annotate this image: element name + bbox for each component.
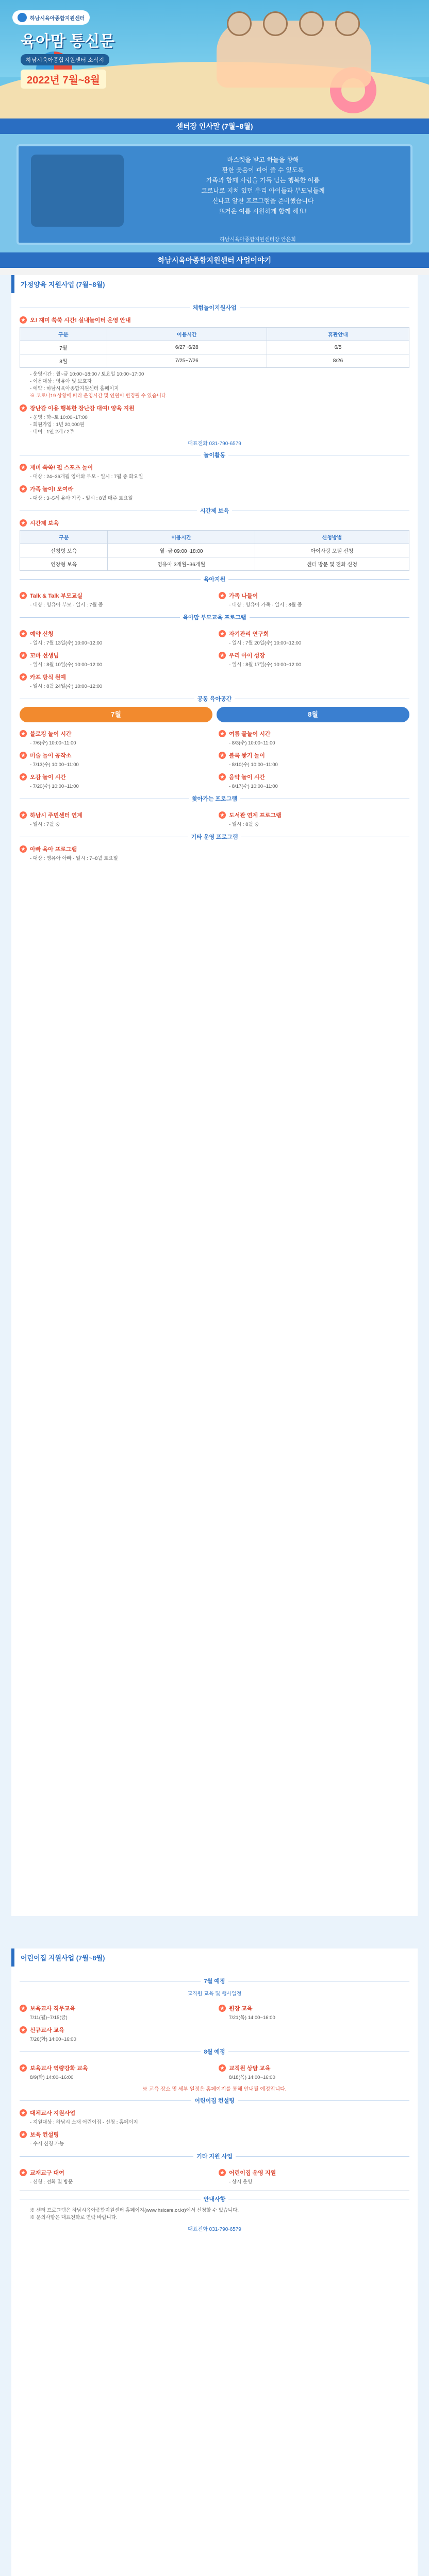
- parent-item-title: Talk & Talk 부모교실: [30, 593, 83, 599]
- edu-item-desc: 7/26(화) 14:00~16:00: [30, 2037, 76, 2042]
- star-icon: ★: [20, 2005, 27, 2012]
- star-icon: ★: [20, 811, 27, 819]
- table-row: [20, 557, 409, 571]
- play-subheader: 놀이활동: [20, 451, 409, 459]
- baby-item-title: 블록 쌓기 놀이: [229, 753, 265, 759]
- notice-line: ※ 센터 프로그램은 하남시육아종합지원센터 홈페이지(www.hsicare.or.kr)에서 신청할 수 있습니다.: [30, 2208, 239, 2213]
- month7-subheader: 7월 예정: [20, 1977, 409, 1985]
- visit-item-desc: - 일시 : 7월 중: [30, 822, 60, 827]
- star-icon: ★: [219, 630, 226, 637]
- notice-line: ※ 문의사항은 대표전화로 연락 바랍니다.: [30, 2215, 118, 2221]
- lecture-item-desc: - 일시 : 8월 17일(수) 10:00~12:00: [229, 662, 302, 668]
- toy-desc: [20, 414, 409, 436]
- baby-item-desc: - 8/3(수) 10:00~11:00: [229, 740, 275, 746]
- table-cell: 8/26: [267, 354, 409, 368]
- baby-subheader: 공동 육아공간: [20, 694, 409, 703]
- experience-item: [20, 316, 409, 324]
- visit-item-desc: - 일시 : 8월 중: [229, 822, 259, 827]
- extra-subheader: 기타 운영 프로그램: [20, 833, 409, 841]
- hero-subtitle: 하남시육아종합지원센터 소식지: [21, 54, 109, 65]
- center-extra-title: 어린이집 운영 지원: [229, 2170, 276, 2176]
- star-icon: ★: [20, 464, 27, 471]
- edu-item-title: 보육교사 역량강화 교육: [30, 2065, 88, 2072]
- center-extra-desc: - 신청 : 전화 및 방문: [30, 2179, 73, 2185]
- greeting-line: 환한 웃음이 피어 줄 수 있도록: [222, 166, 304, 174]
- desc-line: - 이용대상 : 영유아 및 보호자: [30, 379, 92, 384]
- star-icon: ★: [219, 811, 226, 819]
- table-cell: 7/25~7/26: [107, 354, 267, 368]
- star-icon: ★: [20, 752, 27, 759]
- table-header: 구분: [20, 531, 108, 544]
- edu-item-title: 원장 교육: [229, 2006, 253, 2012]
- parent-subheader: 육아지원: [20, 575, 409, 583]
- baby-item-desc: - 8/17(수) 10:00~11:00: [229, 784, 278, 789]
- star-icon: ★: [219, 592, 226, 599]
- table-cell: 6/5: [267, 341, 409, 354]
- star-icon: ★: [20, 730, 27, 737]
- consult-item-desc: - 지원대상 : 하남시 소재 어린이집 - 신청 : 홈페이지: [30, 2120, 138, 2125]
- lecture-items-row1: [20, 625, 409, 647]
- extra-item-title: 아빠 육아 프로그램: [30, 846, 77, 853]
- star-icon: ★: [20, 485, 27, 493]
- lecture-item-title: 우리 아이 성장: [229, 653, 265, 659]
- table-cell: 영유아 3개월~36개월: [108, 557, 255, 571]
- experience-desc: [20, 371, 409, 400]
- edu-item-desc: 7/11(월)~7/15(금): [30, 2015, 68, 2021]
- hero-period: 2022년 7월~8월: [21, 70, 106, 89]
- star-icon: ★: [20, 652, 27, 659]
- edu7-items: [20, 2000, 409, 2022]
- tab-july[interactable]: 7월: [20, 707, 212, 722]
- experience-table: [20, 327, 409, 368]
- desc-line: - 대여 : 1인 2개 / 2주: [30, 429, 75, 435]
- desc-line: - 운영시간 : 월~금 10:00~18:00 / 토요일 10:00~17:00: [30, 371, 144, 377]
- parent-item-title: 가족 나들이: [229, 593, 258, 599]
- center-extra-title: 교재교구 대여: [30, 2170, 64, 2176]
- star-icon: ★: [20, 773, 27, 781]
- table-cell: 아이사랑 포털 신청: [255, 544, 409, 557]
- parent-item-desc: - 대상 : 영유아 부모 - 일시 : 7월 중: [30, 602, 103, 608]
- center-extra-items: [20, 2164, 409, 2186]
- tab-august[interactable]: 8월: [217, 707, 409, 722]
- table-header: 구분: [20, 328, 107, 341]
- parent-support-panel: [11, 293, 418, 1916]
- play-item-title: 가족 놀이! 모여라: [30, 486, 74, 493]
- baby-item-title: 음악 놀이 시간: [229, 774, 265, 781]
- table-cell: 7월: [20, 341, 107, 354]
- edu-item-desc: 7/21(목) 14:00~16:00: [229, 2015, 275, 2021]
- toy-contact: 대표전화 031-790-6579: [188, 441, 241, 447]
- desc-line: - 운영 : 화~토 10:00~17:00: [30, 415, 88, 420]
- edu-head: 교직원 교육 및 행사일정: [187, 1991, 242, 1997]
- programs-section: [0, 275, 429, 1939]
- table-cell: 선청형 보육: [20, 544, 108, 557]
- parent-support-title: 가정양육 지원사업 (7월~8월): [11, 275, 418, 293]
- consult-subheader: 어린이집 컨설팅: [20, 2096, 409, 2105]
- star-icon: ★: [219, 2005, 226, 2012]
- play-item-desc: - 대상 : 3~5세 유아 가족 - 일시 : 8월 매주 토요일: [30, 496, 133, 501]
- baby-item-title: 블로킹 놀이 시간: [30, 731, 72, 737]
- baby-item-title: 여름 물놀이 시간: [229, 731, 271, 737]
- children-illustration: [217, 21, 371, 88]
- baby-item-title: 오감 놀이 시간: [30, 774, 66, 781]
- star-icon: ★: [20, 592, 27, 599]
- star-icon: ★: [219, 2169, 226, 2176]
- greeting-line: 코로나로 지쳐 있던 우리 아이들과 부모님들께: [201, 187, 325, 194]
- baby-item-desc: - 7/20(수) 10:00~11:00: [30, 784, 79, 789]
- counsel-table: [20, 530, 409, 571]
- star-icon: ★: [20, 316, 27, 324]
- divider: [20, 2190, 409, 2191]
- lecture-item-title: 꼬마 선생님: [30, 653, 59, 659]
- parent-item-desc: - 대상 : 영유아 가족 - 일시 : 8월 중: [229, 602, 302, 608]
- table-cell: 센터 방문 및 전화 신청: [255, 557, 409, 571]
- star-icon: ★: [219, 2064, 226, 2072]
- lecture-subheader: 육아맘 부모교육 프로그램: [20, 613, 409, 621]
- consult-item-title: 대체교사 지원사업: [30, 2110, 76, 2116]
- greeting-line: 신나고 알찬 프로그램을 준비했습니다: [212, 197, 314, 205]
- consult-item-desc: - 수시 신청 가능: [30, 2141, 64, 2147]
- desc-line: - 회원가입 : 1년 20,000원: [30, 422, 85, 428]
- lecture-item-title: 예약 신청: [30, 631, 54, 637]
- visit-item-title: 도서관 연계 프로그램: [229, 812, 282, 819]
- table-row: [20, 544, 409, 557]
- star-icon: ★: [20, 2026, 27, 2033]
- greeting-header: 센터장 인사말 (7월~8월): [0, 118, 429, 134]
- edu-item-desc: 8/18(목) 14:00~16:00: [229, 2075, 275, 2080]
- chalkboard-illustration: [31, 155, 124, 227]
- table-header: 이용시간: [108, 531, 255, 544]
- edu-item-title: 보육교사 직무교육: [30, 2006, 76, 2012]
- greeting-line: 바스켓을 받고 하늘을 향해: [227, 156, 299, 163]
- hero-title-block: [21, 28, 206, 89]
- edu-item-desc: 8/9(화) 14:00~16:00: [30, 2075, 74, 2080]
- lecture-item-desc: - 일시 : 7월 13일(수) 10:00~12:00: [30, 640, 103, 646]
- table-cell: 연장형 보육: [20, 557, 108, 571]
- table-header: 이용시간: [107, 328, 267, 341]
- greeting-signature: 하남시육아종합지원센터장 안윤희: [220, 237, 296, 243]
- august-column: [219, 725, 409, 790]
- programs-header: 하남시육아종합지원센터 사업이야기: [0, 252, 429, 268]
- center-support-title: 어린이집 지원사업 (7월~8월): [11, 1948, 418, 1967]
- center-extra-desc: - 상시 운영: [229, 2179, 253, 2185]
- toy-item: [20, 404, 409, 412]
- logo-icon: [18, 13, 27, 22]
- month8-subheader: 8월 예정: [20, 2047, 409, 2056]
- star-icon: ★: [219, 752, 226, 759]
- experience-item-title: 오! 재미 쑥쑥 시간! 실내놀이터 운영 안내: [30, 317, 131, 324]
- month-tabs: [20, 707, 409, 722]
- experience-subheader: 체험놀이지원사업: [20, 303, 409, 312]
- lecture-item-title: 자기관리 연구회: [229, 631, 269, 637]
- greeting-section: [0, 134, 429, 252]
- greeting-line: 뜨거운 여름 시원하게 함께 해요!: [219, 208, 307, 215]
- center-note: ※ 교육 장소 및 세부 일정은 홈페이지를 통해 안내될 예정입니다.: [142, 2087, 287, 2092]
- center-support-section: [0, 1939, 429, 2576]
- lecture-item-desc: - 일시 : 8월 10일(수) 10:00~12:00: [30, 662, 103, 668]
- notice-lines: [20, 2207, 409, 2222]
- desc-line: - 예약 : 하남시육아종합지원센터 홈페이지: [30, 386, 119, 392]
- star-icon: ★: [20, 630, 27, 637]
- visit-item-title: 하남시 주민센터 연계: [30, 812, 82, 819]
- star-icon: ★: [20, 2109, 27, 2116]
- baby-item-desc: - 8/10(수) 10:00~11:00: [229, 762, 278, 768]
- table-row: [20, 354, 409, 368]
- counsel-item-title: 시간제 보육: [30, 520, 59, 527]
- star-icon: ★: [20, 2064, 27, 2072]
- star-icon: ★: [20, 2169, 27, 2176]
- greeting-text: [144, 155, 382, 232]
- table-cell: 월~금 09:00~18:00: [108, 544, 255, 557]
- center-support-panel: [11, 1967, 418, 2576]
- lecture-items-row2: [20, 647, 409, 669]
- edu-item-title: 교직원 상담 교육: [229, 2065, 271, 2072]
- hero-title: 육아맘 통신문: [21, 33, 115, 50]
- star-icon: ★: [219, 652, 226, 659]
- baby-item-desc: - 7/6(수) 10:00~11:00: [30, 740, 76, 746]
- counsel-item: [20, 519, 409, 527]
- notice-contact: 대표전화 031-790-6579: [188, 2227, 241, 2232]
- visit-items: [20, 807, 409, 828]
- center-extra-subheader: 기타 지원 사업: [20, 2152, 409, 2160]
- table-header: 휴관안내: [267, 328, 409, 341]
- baby-item-desc: - 7/13(수) 10:00~11:00: [30, 762, 79, 768]
- extra-item-desc: - 대상 : 영유아 아빠 - 일시 : 7~8월 토요일: [30, 856, 118, 861]
- baby-item-title: 미술 놀이 공작소: [30, 753, 72, 759]
- star-icon: ★: [219, 730, 226, 737]
- lecture-item-desc: - 일시 : 8월 24일(수) 10:00~12:00: [30, 684, 103, 689]
- star-icon: ★: [20, 845, 27, 853]
- play-item-desc: - 대상 : 24~36개월 영아와 부모 - 일시 : 7월 중 화요일: [30, 474, 143, 480]
- table-cell: 6/27~6/28: [107, 341, 267, 354]
- parent-items: [20, 587, 409, 609]
- org-logo: [12, 10, 90, 25]
- baby-columns: [20, 725, 409, 790]
- star-icon: ★: [20, 519, 27, 527]
- edu8-items: [20, 2060, 409, 2081]
- counsel-subheader: 시간제 보육: [20, 506, 409, 515]
- star-icon: ★: [20, 2131, 27, 2138]
- play-item: [20, 463, 409, 471]
- experience-note: ※ 코로나19 상황에 따라 운영시간 및 인원이 변경될 수 있습니다.: [30, 393, 168, 399]
- visit-subheader: 찾아가는 프로그램: [20, 794, 409, 803]
- lecture-item-desc: - 일시 : 7월 20일(수) 10:00~12:00: [229, 640, 302, 646]
- consult-item-title: 보육 컨설팅: [30, 2132, 59, 2138]
- july-column: [20, 725, 210, 790]
- hero-banner: [0, 0, 429, 118]
- play-item-title: 재미 쏙쏙! 펄 스포츠 놀이: [30, 465, 93, 471]
- notice-subheader: 안내사항: [20, 2195, 409, 2203]
- table-header: 신청방법: [255, 531, 409, 544]
- edu-item-title: 신규교사 교육: [30, 2027, 64, 2033]
- play-item: [20, 485, 409, 493]
- star-icon: ★: [20, 404, 27, 412]
- star-icon: ★: [20, 673, 27, 681]
- greeting-line: 가족과 함께 사랑을 가득 담는 행복한 여름: [206, 177, 320, 184]
- lecture-item-title: 카프 방식 원예: [30, 674, 66, 681]
- table-row: [20, 341, 409, 354]
- table-cell: 8월: [20, 354, 107, 368]
- star-icon: ★: [219, 773, 226, 781]
- toy-item-title: 장난감 이용 행복한 장난감 대여! 양육 지원: [30, 405, 135, 412]
- org-name: 하남시육아종합지원센터: [30, 15, 85, 22]
